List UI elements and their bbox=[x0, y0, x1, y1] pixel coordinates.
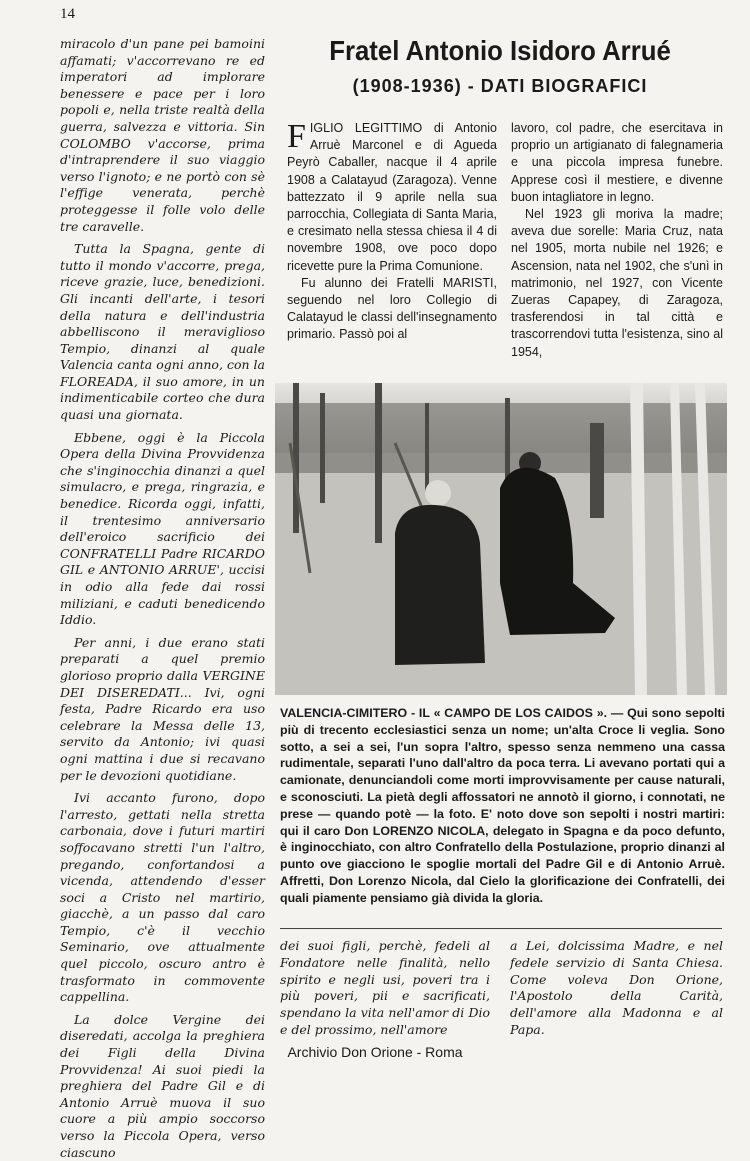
article-title: Fratel Antonio Isidoro Arrué bbox=[329, 35, 671, 66]
biography-column-2 bbox=[511, 120, 723, 361]
photo-caption: VALENCIA-CIMITERO - IL « CAMPO DE LOS CAIDOS ». — Qui sono sepolti più di trecento ecclesiastici senza un nome; un'alta Croce li veglia. Sono sotto, a sei a sei, l'un sopra l'altro, spesso senza nemmeno una cassa rudimentale, separati l'uno dall'altro da poca terra. Li avevano portati qui a camionate, denunciandoli come morti improvvisamente per cause naturali, e sconosciuti. La pietà degli affossatori ne annotò il giorno, i connotati, ne prese — quando potè — la foto. E' noto dove son sepolti i nostri martiri: qui il caro Don LORENZO NICOLA, delegato in Spagna e da poco defunto, è inginocchiato, con altro Confratello della Postulazione, proprio dinanzi al punto ove giacciono le spoglie mortali del Padre Gil e di Antonio Arruè. Affretti, Don Lorenzo Nicola, dal Cielo la glorificazione dei Confratelli, dei quali piamente pensiamo già divida la gloria. bbox=[280, 706, 725, 905]
paragraph: lavoro, col padre, che esercitava in proprio un artigianato di falegnameria e una piccola impresa funebre. Apprese così il mestiere, e divenne buon intagliatore in legno. bbox=[511, 121, 723, 204]
paragraph: Ivi accanto furono, dopo l'arresto, gettati nella stretta carbonaia, dove i futuri martiri soffocavano stretti l'un l'altro, pregando, confortandosi a vicenda, attendendo d'esser soci a Cristo nel martirio, giacchè, a un passo dal caro Tempio, c'è il vecchio Seminario, ove attualmente quel piccolo, oscuro antro è trasformato in commovente cappellina. bbox=[60, 790, 265, 1005]
caption-divider bbox=[280, 928, 722, 929]
drop-cap: F bbox=[287, 118, 306, 155]
article-subtitle: (1908-1936) - DATI BIOGRAFICI bbox=[352, 76, 648, 96]
page-number: 14 bbox=[60, 6, 75, 22]
paragraph: Fu alunno dei Fratelli MARISTI, seguendo nel loro Collegio di Calatayud le classi dell'insegnamento primario. Passò poi al bbox=[287, 275, 497, 342]
paragraph: Tutta la Spagna, gente di tutto il mondo v'accorre, prega, riceve grazie, luce, benedizioni. Gli incanti dell'arte, i tesori della natura e dell'industria abbelliscono il meraviglioso Tempio, dinanzi al quale Valencia canta ogni anno, con la FLOREADA, il suo amore, in un indimenticabile corteo che dura quasi una giornata. bbox=[60, 241, 265, 423]
cemetery-photo bbox=[275, 383, 727, 695]
paragraph: Per anni, i due erano stati preparati a quel premio glorioso proprio dalla VERGINE DEI DISEREDATI... Ivi, ogni festa, Padre Ricardo era uso celebrare la Messa delle 13, servito da Antonio; ivi quasi ogni mattina i due si recavano per le devozioni quotidiane. bbox=[60, 634, 265, 783]
paragraph bbox=[287, 120, 497, 275]
paragraph: Nel 1923 gli moriva la madre; aveva due sorelle: Maria Cruz, nata nel 1905, morta nubile nel 1926; e Ascension, nata nel 1902, che s'unì in matrimonio, nel 1927, con Vicente Zueras Capapey, di Zaragoza, trasferendosi in tal città e trascorrendovi tutta l'esistenza, sino al 1954, bbox=[511, 207, 723, 359]
paragraph: Ebbene, oggi è la Piccola Opera della Divina Provvidenza che s'inginocchia dinanzi a quel simulacro, e prega, ringrazia, e benedice. Ricorda oggi, infatti, il trentesimo anniversario dell'eroico sacrificio dei CONFRATELLI Padre RICARDO GIL e ANTONIO ARRUE', uccisi in odio alla fede dai rossi miliziani, e caduti benedicendo Iddio. bbox=[60, 429, 265, 628]
bottom-column-1: dei suoi figli, perchè, fedeli al Fondatore nelle finalità, nello spirito e negli usi, poveri tra i più poveri, pii e sacrificati, spendano la vita nell'amor di Dio e del prossimo, nell'amore bbox=[280, 938, 490, 1037]
paragraph: miracolo d'un pane pei bamoini affamati; v'accorrevano re ed imperatori ad implorare benessere e pace per i loro popoli e, nella triste realtà della guerra, salvezza e vittoria. Sin COLOMBO v'accorse, prima d'intraprendere il suo viaggio verso l'ignoto; e ne portò con sè l'effige venerata, perchè proteggesse il folle volo delle tre caravelle. bbox=[60, 36, 265, 234]
left-column-text bbox=[60, 36, 265, 1161]
biography-column-1 bbox=[287, 120, 497, 344]
paragraph-text: IGLIO LEGITTIMO di Antonio Arruè Marconel e di Agueda Peyrò Caballer, nacque il 4 aprile 1908 a Calatayud (Zaragoza). Venne battezzato il 9 aprile nella sua parrocchia, Collegiata di Santa Maria, e cresimato nella stessa chiesa il 4 di novembre 1908, ove poco dopo ricevette pure la Prima Comunione. bbox=[287, 121, 497, 273]
photo-illustration bbox=[275, 383, 727, 695]
paragraph: La dolce Vergine dei diseredati, accolga la preghiera dei Figli della Divina Provvidenza! Ai suoi piedi la preghiera del Padre Gil e di Antonio Arruè muova il suo cuore a più ampio soccorso verso la Piccola Opera, verso ciascuno bbox=[60, 1011, 265, 1160]
bottom-column-2: a Lei, dolcissima Madre, e nel fedele servizio di Santa Chiesa. Come voleva Don Orione, l'Apostolo della Carità, dell'amore alla Madonna e al Papa. bbox=[510, 938, 723, 1037]
archive-footer: Archivio Don Orione - Roma bbox=[287, 1044, 463, 1060]
